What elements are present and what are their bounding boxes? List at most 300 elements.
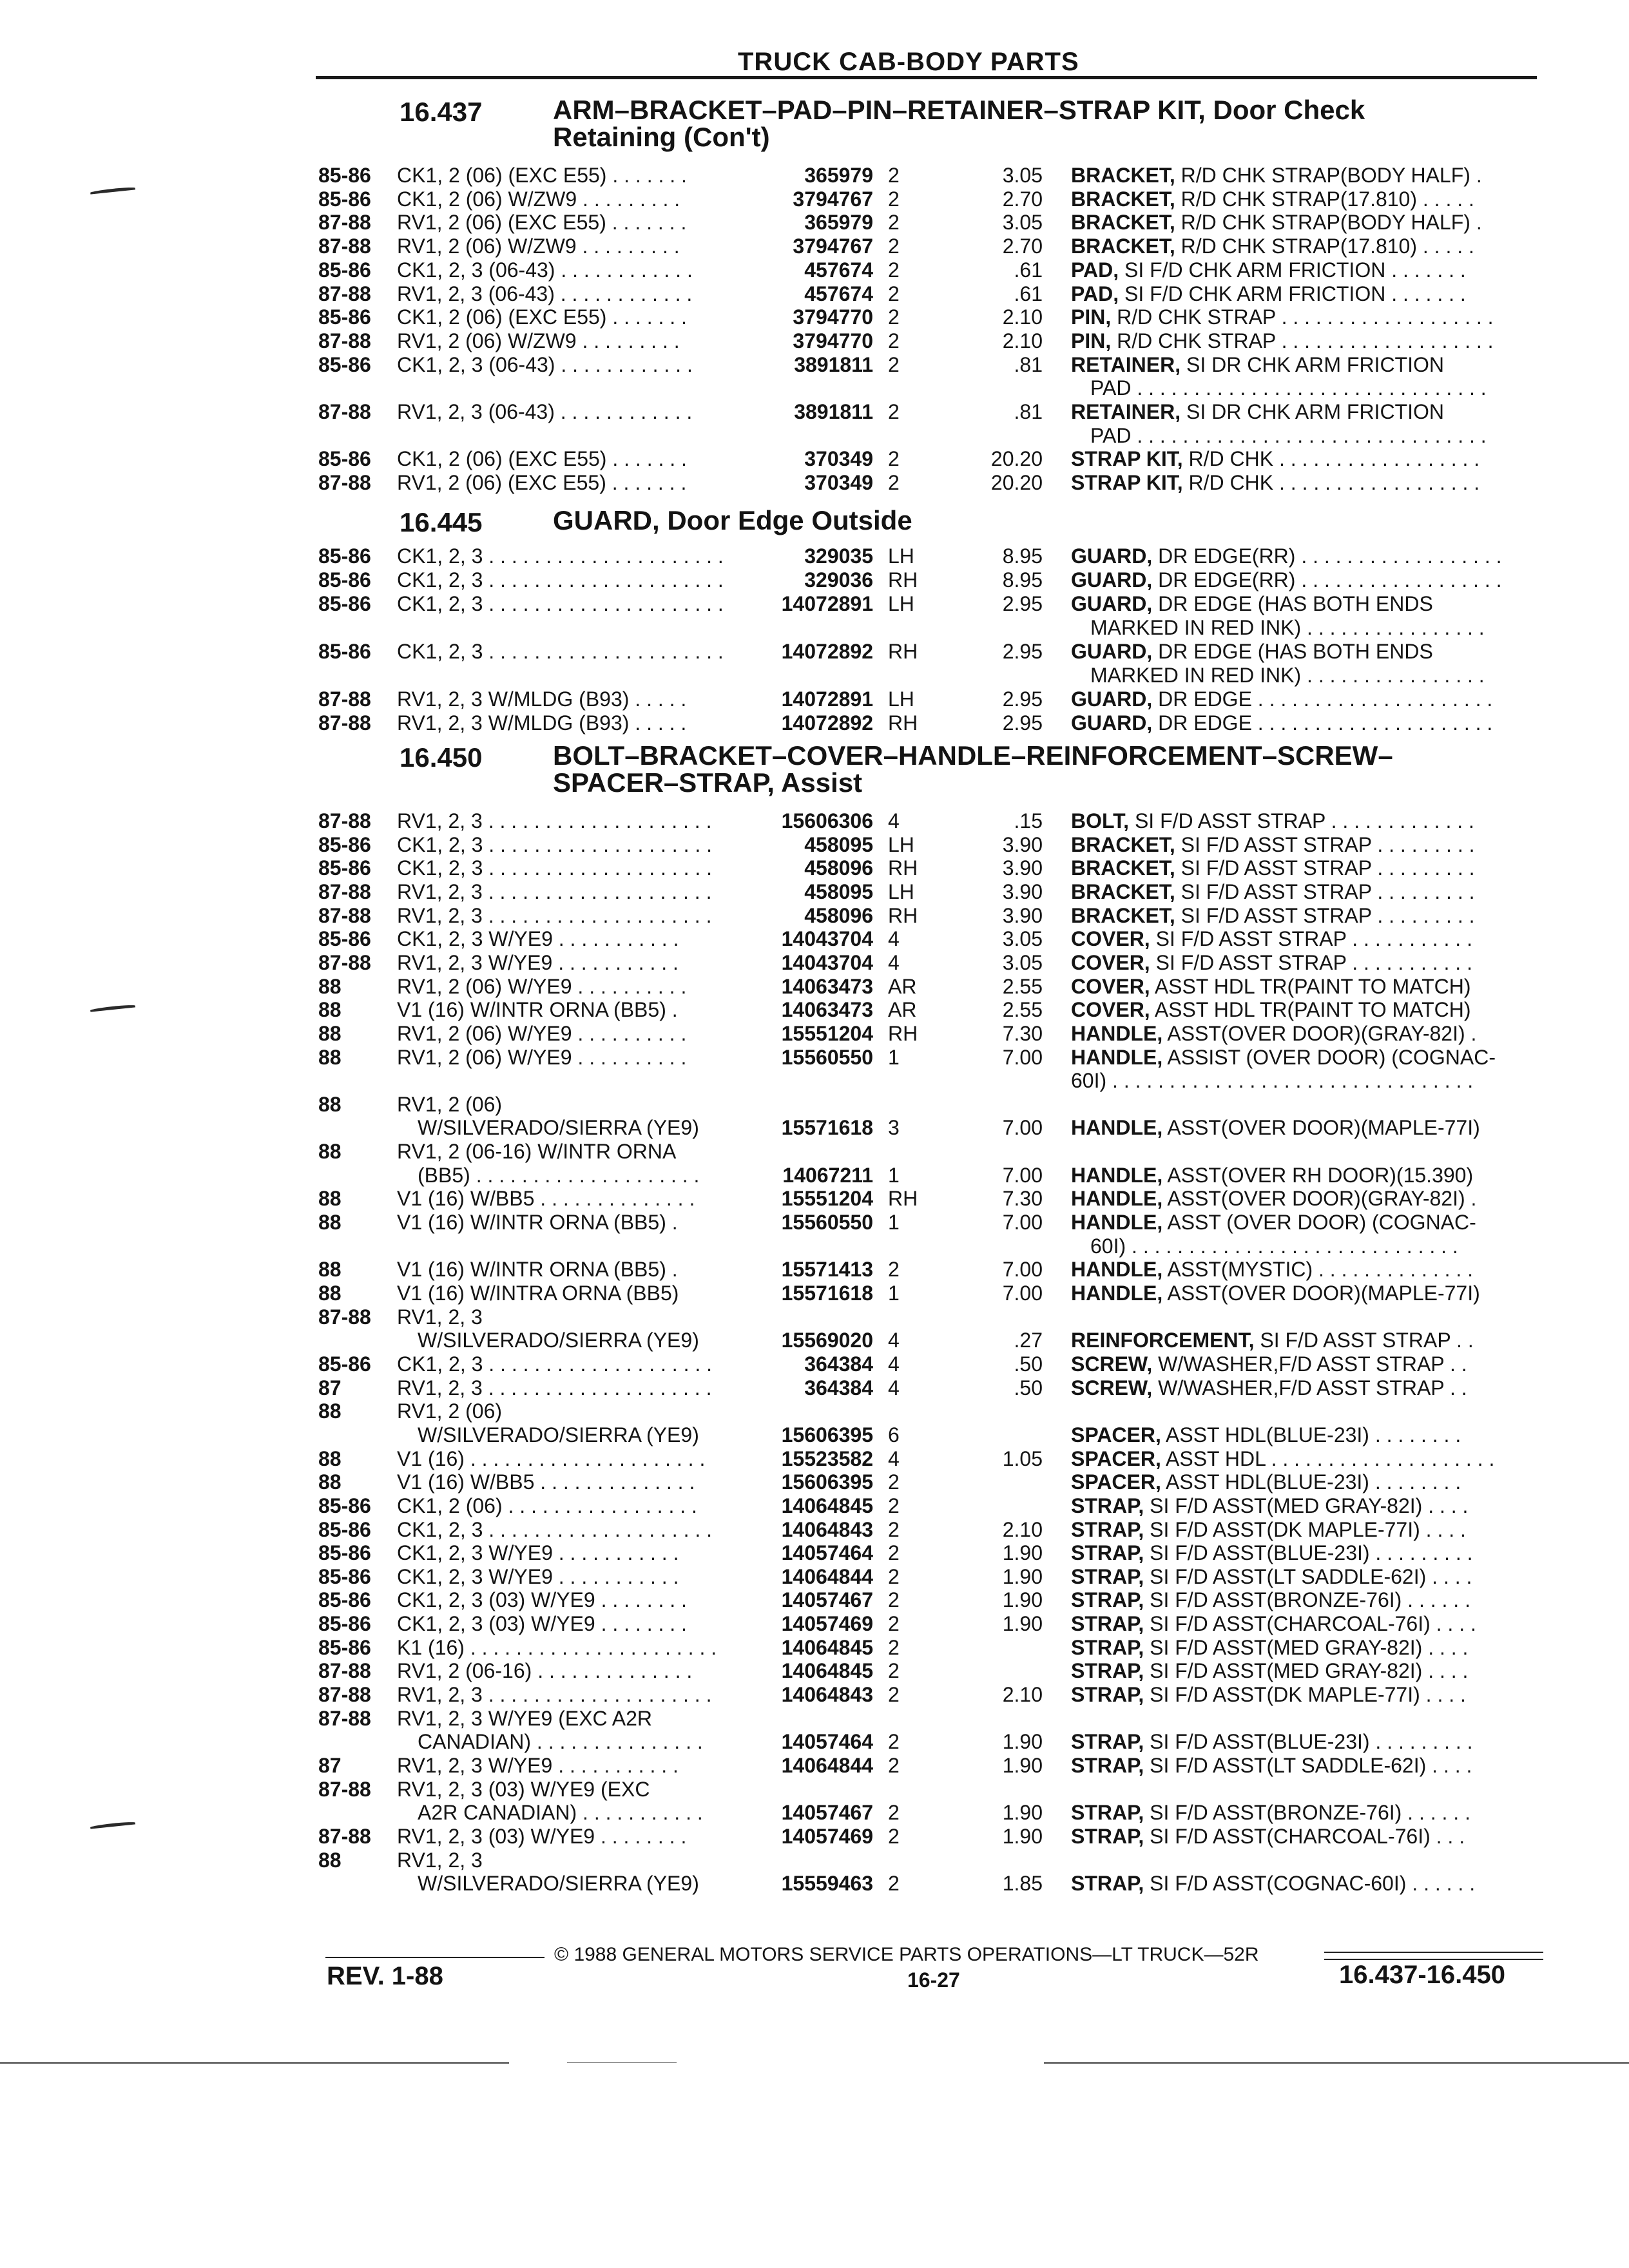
price: 3.05 [1002,211,1043,234]
price: 2.70 [1002,235,1043,258]
part-number: 15560550 [781,1046,873,1069]
parts-row [0,1423,1629,1446]
parts-row [0,1069,1629,1092]
description-keyword: HANDLE, [1071,1282,1163,1305]
part-number: 14064843 [781,1683,873,1706]
quantity: LH [888,880,914,903]
price: 2.95 [1002,592,1043,615]
price: 3.05 [1002,927,1043,950]
section-title [553,742,1393,796]
part-description: BRACKET, R/D CHK STRAP(17.810) . . . . . [1071,187,1474,211]
part-description: STRAP KIT, R/D CHK . . . . . . . . . . . . . . . . . . [1071,447,1480,470]
price: 1.90 [1002,1541,1043,1564]
model-year: 85-86 [318,833,371,856]
model-year: 88 [318,1022,342,1045]
model-application: CK1, 2 (06) W/ZW9 . . . . . . . . . [397,187,680,211]
model-application: CK1, 2, 3 . . . . . . . . . . . . . . . . . . . . . [397,568,724,591]
model-application: V1 (16) W/INTR ORNA (BB5) . [397,1258,678,1281]
part-description: PAD . . . . . . . . . . . . . . . . . . . . . . . . . . . . . . . [1090,424,1487,447]
model-application: RV1, 2, 3 [397,1305,483,1329]
model-application: CK1, 2, 3 . . . . . . . . . . . . . . . . . . . . [397,1352,713,1376]
description-keyword: COVER, [1071,927,1150,950]
part-description: GUARD, DR EDGE(RR) . . . . . . . . . . . . . . . . . . [1071,568,1502,591]
part-description: BRACKET, SI F/D ASST STRAP . . . . . . . . . [1071,856,1475,879]
price: 20.20 [990,447,1043,470]
quantity: RH [888,640,918,663]
model-application: CK1, 2 (06) (EXC E55) . . . . . . . [397,447,687,470]
parts-row [0,1541,1629,1564]
quantity: 4 [888,951,900,974]
part-description: BRACKET, SI F/D ASST STRAP . . . . . . . . . [1071,880,1475,903]
header-rule [316,76,1537,79]
description-keyword: PIN, [1071,329,1112,352]
copyright-notice: © 1988 GENERAL MOTORS SERVICE PARTS OPERATIONS—LT TRUCK—52R [554,1944,1259,1965]
part-description: STRAP, SI F/D ASST(BRONZE-76I) . . . . . . [1071,1801,1470,1824]
price: 3.05 [1002,164,1043,187]
model-application: V1 (16) W/BB5 . . . . . . . . . . . . . . [397,1187,695,1210]
part-description: STRAP, SI F/D ASST(MED GRAY-82I) . . . . [1071,1494,1469,1517]
description-keyword: HANDLE, [1071,1046,1163,1069]
part-number: 14057469 [781,1825,873,1848]
model-application: RV1, 2, 3 . . . . . . . . . . . . . . . . . . . . [397,809,712,832]
part-description: HANDLE, ASST(OVER DOOR)(GRAY-82I) . [1071,1187,1477,1210]
quantity: 2 [888,1612,900,1635]
price: .61 [1014,282,1043,305]
description-keyword: PIN, [1071,305,1112,329]
price: 3.90 [1002,856,1043,879]
part-number: 14063473 [781,998,873,1021]
part-description: HANDLE, ASSIST (OVER DOOR) (COGNAC- [1071,1046,1496,1069]
price: .50 [1014,1376,1043,1399]
quantity: RH [888,568,918,591]
parts-row [0,329,1629,352]
parts-row [0,1187,1629,1210]
description-keyword: BRACKET, [1071,164,1175,187]
quantity: 2 [888,1541,900,1564]
part-number: 14043704 [781,951,873,974]
price: 2.55 [1002,998,1043,1021]
price: 1.90 [1002,1730,1043,1753]
running-title: TRUCK CAB-BODY PARTS [738,48,1079,76]
price: 2.70 [1002,187,1043,211]
description-keyword: RETAINER, [1071,353,1181,376]
parts-row [0,305,1629,329]
part-number: 15606306 [781,809,873,832]
part-number: 15559463 [781,1872,873,1895]
part-number: 15571618 [781,1282,873,1305]
model-application: CANADIAN) . . . . . . . . . . . . . . . [418,1730,703,1753]
part-description: COVER, SI F/D ASST STRAP . . . . . . . . . . . [1071,927,1472,950]
part-number: 370349 [804,447,873,470]
model-year: 85-86 [318,353,371,376]
description-keyword: REINFORCEMENT, [1071,1329,1255,1352]
part-number: 3891811 [794,353,873,376]
price: .81 [1014,353,1043,376]
part-description: REINFORCEMENT, SI F/D ASST STRAP . . [1071,1329,1474,1352]
footer-rule-right [1324,1952,1543,1953]
section-title-line: BOLT–BRACKET–COVER–HANDLE–REINFORCEMENT–SCREW– [553,740,1393,771]
part-description: HANDLE, ASST(OVER RH DOOR)(15.390) [1071,1164,1474,1187]
model-year: 85-86 [318,1588,371,1611]
quantity: LH [888,687,914,711]
parts-row [0,1659,1629,1682]
model-year: 87-88 [318,1707,371,1730]
description-keyword: STRAP, [1071,1518,1144,1541]
model-year: 87-88 [318,687,371,711]
part-number: 14057467 [781,1588,873,1611]
part-description: BRACKET, R/D CHK STRAP(17.810) . . . . . [1071,235,1474,258]
part-number: 14072892 [781,640,873,663]
parts-row [0,616,1629,639]
model-application: W/SILVERADO/SIERRA (YE9) [418,1872,699,1895]
quantity: 2 [888,1588,900,1611]
price: .27 [1014,1329,1043,1352]
model-year: 85-86 [318,447,371,470]
model-year: 87-88 [318,1778,371,1801]
description-keyword: BRACKET, [1071,880,1175,903]
model-year: 85-86 [318,1612,371,1635]
model-year: 85-86 [318,305,371,329]
price: 7.30 [1002,1187,1043,1210]
section-title [553,97,1365,151]
parts-row [0,1447,1629,1470]
model-year: 85-86 [318,927,371,950]
part-description: MARKED IN RED INK) . . . . . . . . . . . . . . . . [1090,616,1485,639]
footer-rule-left [325,1957,545,1958]
part-description: SCREW, W/WASHER,F/D ASST STRAP . . [1071,1376,1467,1399]
price: 1.90 [1002,1754,1043,1777]
price: 1.90 [1002,1612,1043,1635]
part-number: 14064845 [781,1494,873,1517]
quantity: RH [888,904,918,927]
parts-row [0,1518,1629,1541]
price: .15 [1014,809,1043,832]
part-description: STRAP, SI F/D ASST(MED GRAY-82I) . . . . [1071,1659,1469,1682]
model-application: W/SILVERADO/SIERRA (YE9) [418,1423,699,1446]
part-number: 15606395 [781,1470,873,1494]
model-year: 85-86 [318,1518,371,1541]
model-year: 87-88 [318,471,371,494]
part-description: HANDLE, ASST(OVER DOOR)(MAPLE-77I) [1071,1282,1480,1305]
parts-row [0,1730,1629,1753]
part-number: 458096 [804,856,873,879]
price: 1.85 [1002,1872,1043,1895]
model-application: CK1, 2 (06) . . . . . . . . . . . . . . . . . [397,1494,697,1517]
model-application: V1 (16) W/INTR ORNA (BB5) . [397,998,678,1021]
parts-row [0,1636,1629,1659]
part-number: 364384 [804,1376,873,1399]
part-description: SCREW, W/WASHER,F/D ASST STRAP . . [1071,1352,1467,1376]
model-application: RV1, 2, 3 (06-43) . . . . . . . . . . . . [397,282,693,305]
price: 8.95 [1002,544,1043,568]
part-number: 457674 [804,258,873,282]
model-application: CK1, 2, 3 . . . . . . . . . . . . . . . . . . . . [397,856,713,879]
parts-row [0,282,1629,305]
quantity: 2 [888,1636,900,1659]
quantity: 2 [888,1470,900,1494]
section-title-line: GUARD, Door Edge Outside [553,505,912,535]
parts-row [0,1093,1629,1116]
model-application: RV1, 2, 3 (03) W/YE9 . . . . . . . . [397,1825,687,1848]
description-keyword: HANDLE, [1071,1116,1163,1139]
part-number: 14064844 [781,1565,873,1588]
part-description: RETAINER, SI DR CHK ARM FRICTION [1071,400,1444,423]
part-description: COVER, ASST HDL TR(PAINT TO MATCH) [1071,998,1471,1021]
parts-row [0,592,1629,615]
description-keyword: BRACKET, [1071,187,1175,211]
model-application: RV1, 2 (06) (EXC E55) . . . . . . . [397,471,687,494]
model-year: 85-86 [318,187,371,211]
parts-row [0,904,1629,927]
parts-row [0,1612,1629,1635]
quantity: 4 [888,1447,900,1470]
price: 3.90 [1002,880,1043,903]
model-application: RV1, 2, 3 . . . . . . . . . . . . . . . . . . . . [397,1376,712,1399]
description-keyword: SPACER, [1071,1470,1161,1494]
quantity: 2 [888,1683,900,1706]
price: 1.90 [1002,1801,1043,1824]
model-year: 85-86 [318,856,371,879]
quantity: 4 [888,809,900,832]
parts-row [0,235,1629,258]
part-description: STRAP, SI F/D ASST(MED GRAY-82I) . . . . [1071,1636,1469,1659]
part-description: PAD, SI F/D CHK ARM FRICTION . . . . . . . [1071,258,1466,282]
model-year: 87-88 [318,329,371,352]
part-number: 15571618 [781,1116,873,1139]
parts-row [0,951,1629,974]
quantity: 2 [888,1872,900,1895]
quantity: 2 [888,1801,900,1824]
quantity: RH [888,711,918,735]
model-application: K1 (16) . . . . . . . . . . . . . . . . . . . . . . [397,1636,717,1659]
model-year: 87-88 [318,904,371,927]
quantity: 2 [888,235,900,258]
model-year: 88 [318,1849,342,1872]
model-year: 87 [318,1754,342,1777]
parts-row [0,1470,1629,1494]
model-year: 88 [318,998,342,1021]
description-keyword: SCREW, [1071,1352,1153,1376]
model-year: 87-88 [318,211,371,234]
section-number: 16.445 [400,507,483,537]
description-keyword: GUARD, [1071,640,1153,663]
parts-row [0,664,1629,687]
model-year: 87-88 [318,1659,371,1682]
part-number: 365979 [804,164,873,187]
model-application: RV1, 2, 3 (06-43) . . . . . . . . . . . . [397,400,693,423]
part-description: GUARD, DR EDGE . . . . . . . . . . . . . . . . . . . . . [1071,711,1493,735]
description-keyword: GUARD, [1071,687,1153,711]
description-keyword: STRAP, [1071,1683,1144,1706]
quantity: 2 [888,1754,900,1777]
quantity: 4 [888,927,900,950]
section-number: 16.437 [400,97,483,127]
description-keyword: COVER, [1071,998,1150,1021]
model-application: CK1, 2 (06) (EXC E55) . . . . . . . [397,164,687,187]
part-description: COVER, ASST HDL TR(PAINT TO MATCH) [1071,975,1471,998]
part-description: STRAP, SI F/D ASST(COGNAC-60I) . . . . . . [1071,1872,1476,1895]
price: 7.00 [1002,1164,1043,1187]
model-year: 85-86 [318,544,371,568]
price: .50 [1014,1352,1043,1376]
part-number: 3794770 [793,305,873,329]
quantity: 4 [888,1352,900,1376]
model-year: 88 [318,1282,342,1305]
part-description: SPACER, ASST HDL(BLUE-23I) . . . . . . . . [1071,1470,1461,1494]
description-keyword: HANDLE, [1071,1211,1163,1234]
model-year: 85-86 [318,1636,371,1659]
price: 7.00 [1002,1211,1043,1234]
price: 2.10 [1002,305,1043,329]
parts-row [0,1329,1629,1352]
part-number: 329035 [804,544,873,568]
model-year: 87-88 [318,282,371,305]
description-keyword: HANDLE, [1071,1187,1163,1210]
parts-row [0,211,1629,234]
price: 7.00 [1002,1046,1043,1069]
model-year: 88 [318,1470,342,1494]
quantity: 1 [888,1282,900,1305]
model-application: CK1, 2, 3 . . . . . . . . . . . . . . . . . . . . . [397,640,724,663]
model-application: RV1, 2 (06-16) W/INTR ORNA [397,1140,677,1163]
price: 1.90 [1002,1588,1043,1611]
model-application: CK1, 2, 3 (06-43) . . . . . . . . . . . . [397,258,693,282]
model-application: RV1, 2 (06) [397,1093,503,1116]
quantity: RH [888,1022,918,1045]
quantity: 6 [888,1423,900,1446]
quantity: 3 [888,1116,900,1139]
price: 3.90 [1002,904,1043,927]
quantity: 1 [888,1164,900,1187]
part-description: BRACKET, R/D CHK STRAP(BODY HALF) . [1071,164,1482,187]
description-keyword: STRAP, [1071,1494,1144,1517]
parts-row [0,353,1629,376]
price: 7.00 [1002,1282,1043,1305]
parts-row [0,1399,1629,1423]
model-application: RV1, 2 (06) W/YE9 . . . . . . . . . . [397,975,687,998]
parts-row [0,164,1629,187]
part-description: STRAP, SI F/D ASST(BLUE-23I) . . . . . . . . . [1071,1541,1473,1564]
quantity: 2 [888,1494,900,1517]
footer-rule-right-lower [1324,1959,1543,1960]
quantity: 1 [888,1046,900,1069]
model-application: RV1, 2, 3 (03) W/YE9 (EXC [397,1778,650,1801]
model-year: 87 [318,1376,342,1399]
price: 3.05 [1002,951,1043,974]
part-description: BRACKET, R/D CHK STRAP(BODY HALF) . [1071,211,1482,234]
model-year: 88 [318,1093,342,1116]
model-application: CK1, 2, 3 W/YE9 . . . . . . . . . . . [397,1541,679,1564]
description-keyword: SPACER, [1071,1423,1161,1446]
part-description: GUARD, DR EDGE (HAS BOTH ENDS [1071,640,1433,663]
description-keyword: STRAP, [1071,1730,1144,1753]
description-keyword: HANDLE, [1071,1258,1163,1281]
description-keyword: STRAP, [1071,1754,1144,1777]
model-year: 87-88 [318,235,371,258]
part-description: PAD . . . . . . . . . . . . . . . . . . . . . . . . . . . . . . . [1090,376,1487,399]
page-number: 16-27 [907,1968,960,1992]
price: 2.10 [1002,1518,1043,1541]
part-number: 457674 [804,282,873,305]
price: 2.95 [1002,687,1043,711]
description-keyword: COVER, [1071,975,1150,998]
part-number: 14057467 [781,1801,873,1824]
price: .61 [1014,258,1043,282]
part-description: BOLT, SI F/D ASST STRAP . . . . . . . . . . . . . [1071,809,1474,832]
model-year: 88 [318,1211,342,1234]
model-year: 87-88 [318,880,371,903]
description-keyword: PAD, [1071,282,1119,305]
quantity: 2 [888,187,900,211]
model-year: 87-88 [318,400,371,423]
model-application: CK1, 2, 3 . . . . . . . . . . . . . . . . . . . . [397,833,713,856]
model-year: 85-86 [318,1541,371,1564]
quantity: 2 [888,1730,900,1753]
description-keyword: BRACKET, [1071,856,1175,879]
description-keyword: GUARD, [1071,568,1153,591]
model-year: 88 [318,1447,342,1470]
parts-row [0,376,1629,399]
section-title-line: ARM–BRACKET–PAD–PIN–RETAINER–STRAP KIT, Door Check [553,95,1365,125]
parts-row [0,1565,1629,1588]
description-keyword: STRAP, [1071,1872,1144,1895]
parts-row [0,1305,1629,1329]
part-description: STRAP, SI F/D ASST(DK MAPLE-77I) . . . . [1071,1683,1466,1706]
description-keyword: BRACKET, [1071,211,1175,234]
part-number: 14064845 [781,1636,873,1659]
parts-row [0,258,1629,282]
model-year: 85-86 [318,258,371,282]
price: 1.90 [1002,1565,1043,1588]
part-number: 3794767 [793,187,873,211]
description-keyword: BRACKET, [1071,833,1175,856]
parts-row [0,711,1629,735]
quantity: 2 [888,1258,900,1281]
part-description: 60I) . . . . . . . . . . . . . . . . . . . . . . . . . . . . . . . . [1071,1069,1474,1092]
description-keyword: STRAP KIT, [1071,471,1183,494]
part-number: 14043704 [781,927,873,950]
description-keyword: HANDLE, [1071,1022,1163,1045]
parts-row [0,809,1629,832]
quantity: 2 [888,447,900,470]
scan-artifact-line [567,2062,677,2063]
parts-row [0,1352,1629,1376]
part-number: 14057464 [781,1730,873,1753]
part-description: STRAP, SI F/D ASST(CHARCOAL-76I) . . . [1071,1825,1465,1848]
parts-row [0,833,1629,856]
description-keyword: STRAP, [1071,1565,1144,1588]
part-number: 15569020 [781,1329,873,1352]
quantity: 2 [888,164,900,187]
quantity: 2 [888,211,900,234]
parts-row [0,640,1629,663]
part-description: MARKED IN RED INK) . . . . . . . . . . . . . . . . [1090,664,1485,687]
parts-row [0,1825,1629,1848]
price: 8.95 [1002,568,1043,591]
model-application: RV1, 2 (06) [397,1399,503,1423]
description-keyword: RETAINER, [1071,400,1181,423]
part-number: 15606395 [781,1423,873,1446]
quantity: LH [888,592,914,615]
description-keyword: STRAP, [1071,1612,1144,1635]
part-number: 14072891 [781,687,873,711]
quantity: RH [888,1187,918,1210]
part-description: STRAP, SI F/D ASST(LT SADDLE-62I) . . . . [1071,1754,1472,1777]
model-year: 88 [318,1187,342,1210]
price: 20.20 [990,471,1043,494]
quantity: 2 [888,1565,900,1588]
parts-row [0,998,1629,1021]
